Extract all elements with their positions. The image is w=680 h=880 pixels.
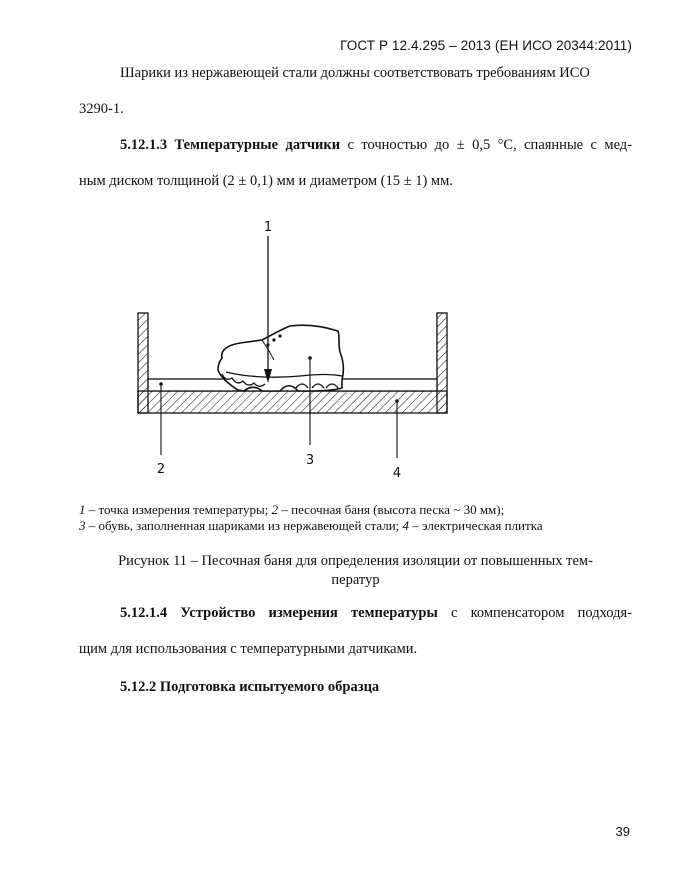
callout-4-label: 4 (392, 466, 402, 481)
electric-hotplate (138, 391, 447, 413)
section-heading-5-12-2 (120, 678, 379, 696)
paragraph-steel-balls-line1: Шарики из нержавеющей стали должны соответствовать требованиям ИСО (120, 65, 590, 81)
legend-num-1: 1 (79, 502, 86, 517)
section-number-5-12-1-4: 5.12.1.4 (120, 605, 168, 621)
term-temperature-sensors: Температурные датчики (174, 137, 341, 153)
paragraph-steel-balls-line2: 3290-1. (79, 101, 124, 117)
figure-legend-line2 (79, 517, 543, 534)
figure-legend-line1 (79, 501, 504, 518)
callout-3-label: 3 (305, 453, 315, 468)
boot-eyelet (278, 334, 281, 337)
page-number: 39 (615, 824, 630, 839)
legend-num-3: 3 (79, 518, 86, 533)
document-header: ГОСТ Р 12.4.295 – 2013 (ЕН ИСО 20344:2011) (340, 38, 632, 53)
paragraph-temperature-sensors-line2: ным диском толщиной (2 ± 0,1) мм и диаметром (15 ± 1) мм. (79, 173, 453, 189)
legend-text-2: – песочная баня (высота песка ~ 30 мм); (278, 502, 505, 517)
callout-2-label: 2 (156, 462, 166, 477)
callout-4-dot (395, 399, 399, 403)
paragraph-temperature-device-line2: щим для использования с температурными датчиками. (79, 641, 418, 657)
term-temperature-device: Устройство измерения температуры (180, 605, 438, 621)
legend-text-4: – электрическая плитка (409, 518, 543, 533)
figure-caption-line2: ператур (331, 572, 380, 588)
legend-num-2: 2 (271, 502, 279, 517)
legend-num-4: 4 (402, 518, 410, 533)
boot-eyelet (272, 338, 275, 341)
section-number-5-12-2: 5.12.2 (120, 679, 157, 695)
sensors-description: с точностью до ± 0,5 °С, спаянные с мед- (347, 137, 633, 153)
callout-1-label: 1 (263, 220, 273, 235)
device-description: с компенсатором подходя- (450, 605, 633, 621)
legend-text-1: – точка измерения температуры; (85, 502, 272, 517)
section-number-5-12-1-3: 5.12.1.3 (120, 137, 168, 153)
callout-2-dot (159, 382, 163, 386)
paragraph-temperature-device-line1 (120, 604, 632, 622)
figure-caption-line1: Рисунок 11 – Песочная баня для определения изоляции от повышенных тем- (118, 553, 593, 569)
section-title-specimen-preparation: Подготовка испытуемого образца (159, 679, 380, 695)
legend-text-3: – обувь, заполненная шариками из нержавеющей стали; (85, 518, 403, 533)
callout-3-dot (308, 356, 312, 360)
